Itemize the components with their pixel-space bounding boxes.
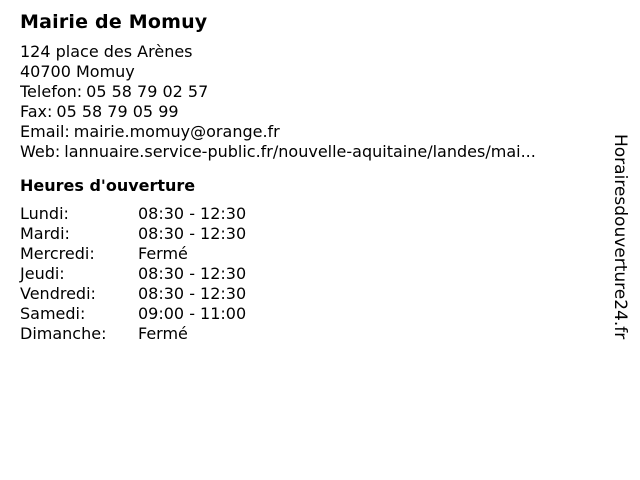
fax-label: Fax:: [20, 102, 53, 121]
info-card: [20, 10, 600, 344]
hours-time: 08:30 - 12:30: [138, 204, 247, 223]
phone-label: Telefon:: [20, 82, 83, 101]
hours-row: [20, 304, 246, 324]
brand-watermark: Horairesdouverture24.fr: [610, 134, 630, 340]
hours-time: 08:30 - 12:30: [138, 284, 247, 303]
hours-time: 08:30 - 12:30: [138, 264, 247, 283]
hours-time: Fermé: [138, 324, 188, 343]
hours-time: 08:30 - 12:30: [138, 224, 247, 243]
address-street: 124 place des Arènes: [20, 42, 193, 61]
hours-table: [20, 204, 246, 344]
fax-row: [20, 102, 600, 122]
hours-row: [20, 244, 246, 264]
phone-row: [20, 82, 600, 102]
hours-heading: Heures d'ouverture: [20, 176, 196, 195]
hours-day: Mercredi:: [20, 244, 95, 263]
web-link[interactable]: lannuaire.service-public.fr/nouvelle-aquitaine/landes/mai...: [64, 142, 536, 161]
email-label: Email:: [20, 122, 70, 141]
fax-value: 05 58 79 05 99: [56, 102, 179, 121]
hours-row: [20, 284, 246, 304]
hours-day: Jeudi:: [20, 264, 65, 283]
hours-row: [20, 204, 246, 224]
hours-time: Fermé: [138, 244, 188, 263]
hours-day: Mardi:: [20, 224, 70, 243]
page-title: Mairie de Momuy: [20, 11, 208, 33]
hours-day: Samedi:: [20, 304, 86, 323]
hours-row: [20, 324, 246, 344]
phone-link[interactable]: 05 58 79 02 57: [86, 82, 209, 101]
hours-day: Lundi:: [20, 204, 69, 223]
email-link[interactable]: mairie.momuy@orange.fr: [73, 122, 280, 141]
hours-time: 09:00 - 11:00: [138, 304, 247, 323]
hours-day: Vendredi:: [20, 284, 96, 303]
hours-day: Dimanche:: [20, 324, 107, 343]
address-city: 40700 Momuy: [20, 62, 135, 81]
web-label: Web:: [20, 142, 61, 161]
hours-row: [20, 224, 246, 244]
web-row: [20, 142, 600, 162]
hours-row: [20, 264, 246, 284]
email-row: [20, 122, 600, 142]
